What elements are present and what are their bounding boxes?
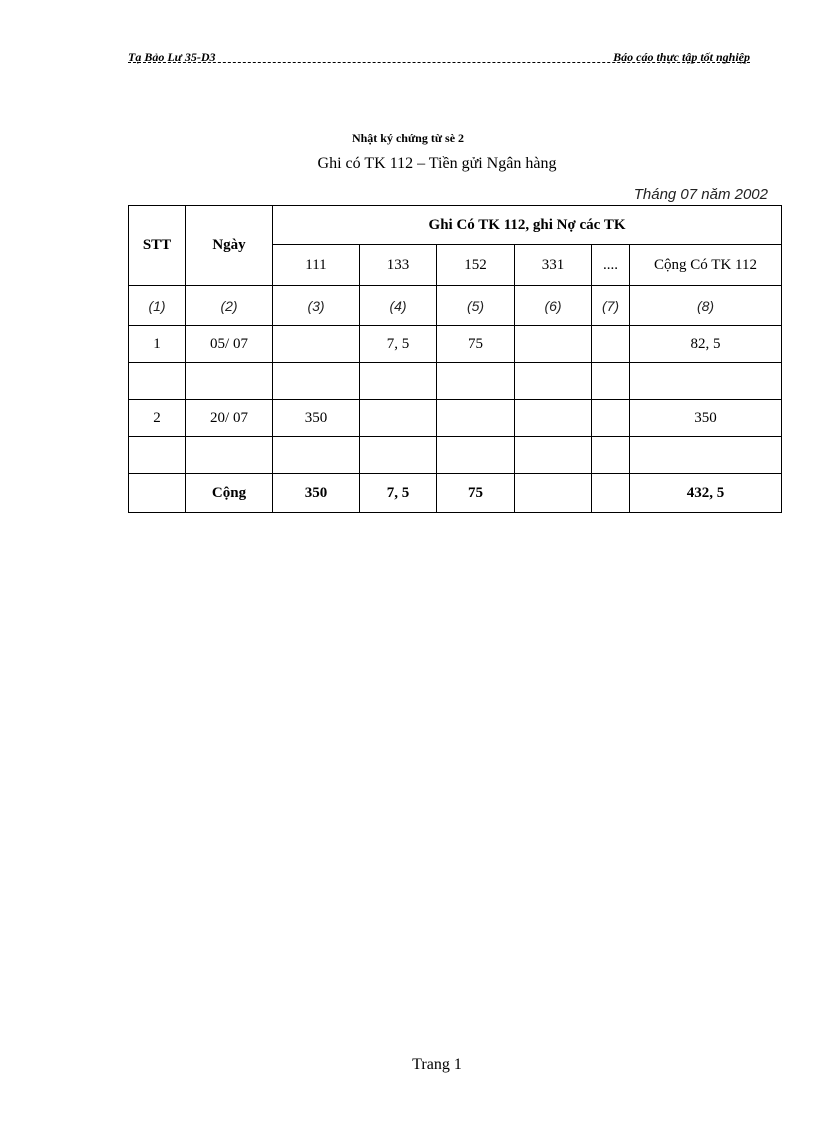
column-number: (6) [515, 286, 592, 326]
header-account: 331 [515, 245, 592, 286]
column-number: (4) [360, 286, 437, 326]
header-group: Ghi Có TK 112, ghi Nợ các TK [273, 206, 782, 245]
total-cell [129, 474, 186, 513]
column-number: (1) [129, 286, 186, 326]
table-row [129, 437, 782, 474]
table-cell [129, 437, 186, 474]
table-cell [186, 363, 273, 400]
table-cell [437, 437, 515, 474]
column-number: (2) [186, 286, 273, 326]
table-cell: 82, 5 [630, 326, 782, 363]
header-account: .... [592, 245, 630, 286]
header-author: Tạ Bảo Lư 35-D3 [128, 50, 216, 64]
table-cell [515, 363, 592, 400]
table-cell: 7, 5 [360, 326, 437, 363]
table-row [129, 326, 782, 363]
table-cell [437, 363, 515, 400]
header-account: 152 [437, 245, 515, 286]
table-cell: 350 [630, 400, 782, 437]
table-cell: 20/ 07 [186, 400, 273, 437]
total-cell: 7, 5 [360, 474, 437, 513]
table-cell [273, 326, 360, 363]
header-account: 133 [360, 245, 437, 286]
page-header [128, 50, 750, 66]
ledger-table [128, 205, 782, 513]
table-header-row [129, 206, 782, 245]
header-report-title: Báo cáo thực tập tốt nghiệp [613, 50, 750, 64]
table-cell [273, 363, 360, 400]
table-cell [592, 400, 630, 437]
total-cell [515, 474, 592, 513]
table-cell [592, 326, 630, 363]
document-period: Tháng 07 năm 2002 [633, 186, 768, 203]
table-cell [630, 363, 782, 400]
table-cell: 05/ 07 [186, 326, 273, 363]
column-number-row [129, 286, 782, 326]
table-cell [360, 363, 437, 400]
table-cell: 350 [273, 400, 360, 437]
table-cell [515, 326, 592, 363]
table-cell [129, 363, 186, 400]
table-cell [360, 400, 437, 437]
column-number: (7) [592, 286, 630, 326]
table-cell [630, 437, 782, 474]
header-stt: STT [129, 206, 186, 286]
total-cell: 75 [437, 474, 515, 513]
table-cell [515, 437, 592, 474]
column-number: (5) [437, 286, 515, 326]
table-cell: 1 [129, 326, 186, 363]
table-cell [186, 437, 273, 474]
document-title: Nhật ký chứng từ sè 2 [351, 131, 465, 145]
table-cell [592, 363, 630, 400]
document-subtitle: Ghi có TK 112 – Tiền gửi Ngân hàng [317, 155, 557, 172]
page-number: Trang 1 [412, 1056, 462, 1073]
column-number: (3) [273, 286, 360, 326]
header-account: Cộng Có TK 112 [630, 245, 782, 286]
table-cell [360, 437, 437, 474]
table-cell [273, 437, 360, 474]
table-cell [437, 400, 515, 437]
table-cell: 2 [129, 400, 186, 437]
table-row [129, 363, 782, 400]
header-rule [128, 62, 750, 63]
column-number: (8) [630, 286, 782, 326]
header-date: Ngày [186, 206, 273, 286]
table-cell [515, 400, 592, 437]
total-cell [592, 474, 630, 513]
total-cell: 350 [273, 474, 360, 513]
table-cell: 75 [437, 326, 515, 363]
total-row [129, 474, 782, 513]
table-cell [592, 437, 630, 474]
table-row [129, 400, 782, 437]
total-cell: 432, 5 [630, 474, 782, 513]
header-account: 111 [273, 245, 360, 286]
total-label: Cộng [186, 474, 273, 513]
